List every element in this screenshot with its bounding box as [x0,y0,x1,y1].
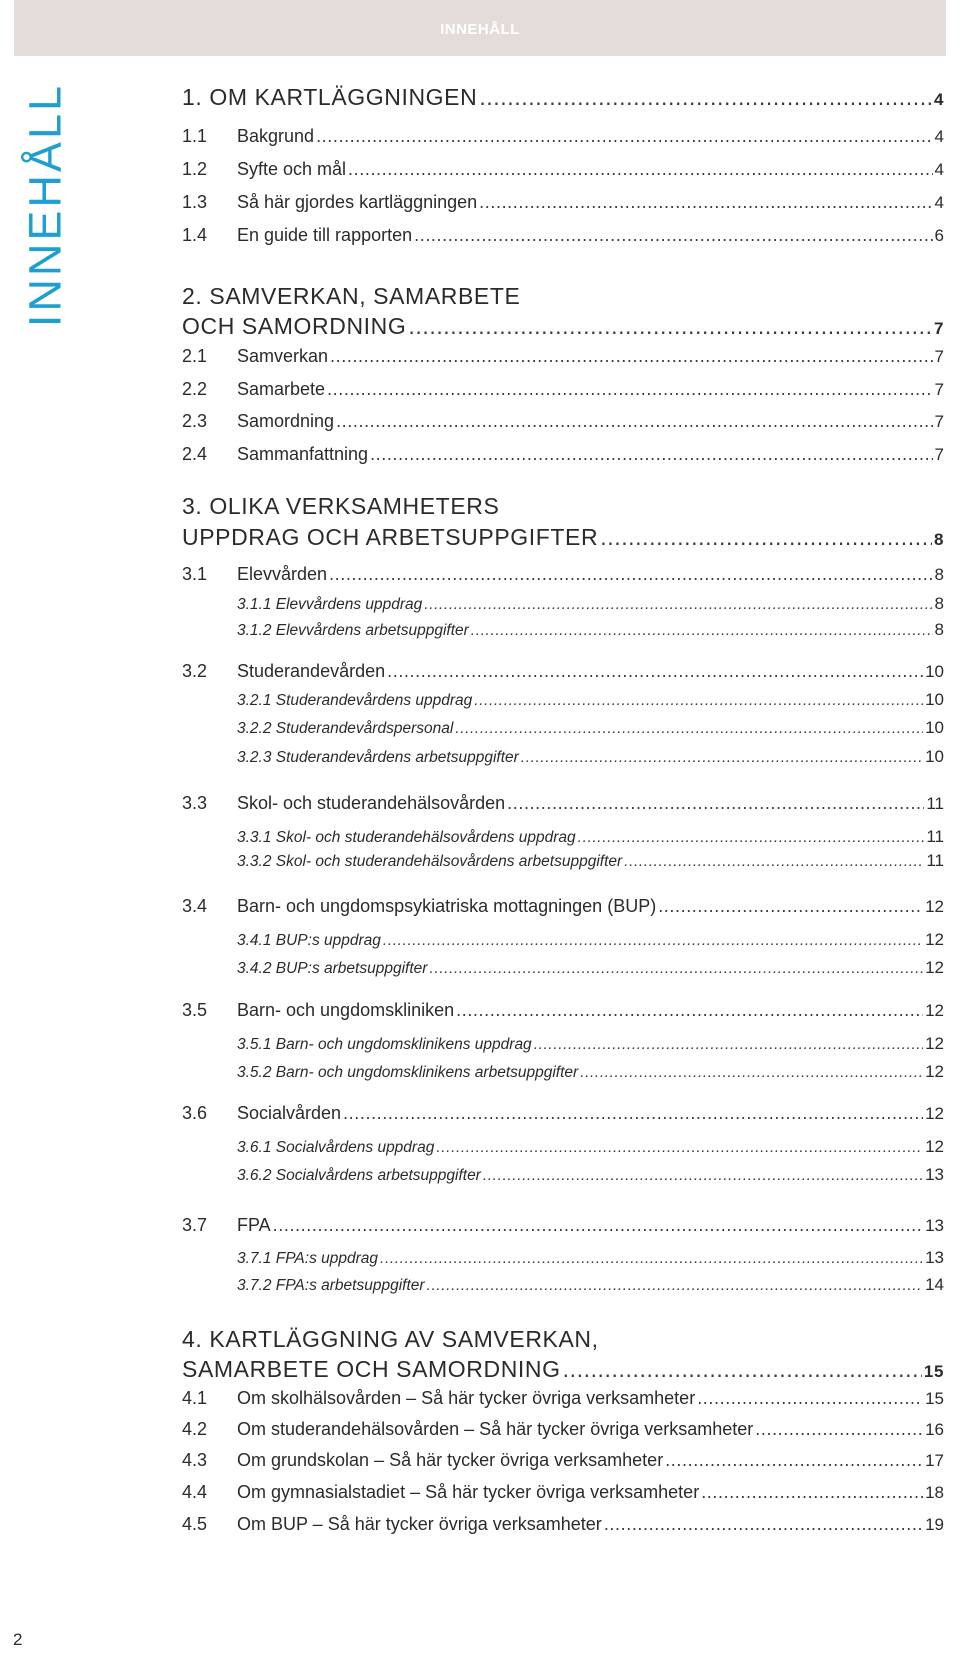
section-label: Barn- och ungdomspsykiatriska mottagningen (BUP) [237,896,657,916]
subsection-label: 3.4.2 BUP:s arbetsuppgifter [237,960,428,977]
page-ref: 11 [926,827,944,846]
section-number: 1.1 [182,126,208,146]
page-ref: 15 [925,1389,944,1408]
section-number: 3.1 [182,564,208,584]
leader-dots [383,932,923,950]
page-ref: 7 [934,347,944,366]
page-ref: 19 [925,1515,944,1534]
section-label: Socialvården [237,1103,342,1123]
section-number: 3.7 [182,1215,208,1235]
section-label: Om studerandehälsovården – Så här tycker övriga verksamheter [237,1419,754,1439]
section-number: 1.2 [182,159,208,179]
toc-section-1-2[interactable] [182,159,944,180]
toc-section-3-3[interactable] [182,793,944,814]
header-title: INNEHÅLL [440,20,520,38]
section-number: 2.3 [182,411,208,431]
section-label: Sammanfattning [237,444,369,464]
section-label: Skol- och studerandehälsovården [237,793,506,813]
page-ref: 4 [934,193,944,212]
toc-section-3-2[interactable] [182,661,944,682]
page-ref: 15 [923,1362,944,1381]
section-number: 2.2 [182,379,208,399]
toc-subsection-3-6-2[interactable] [237,1165,944,1185]
section-number: 3.6 [182,1103,208,1123]
section-number: 1.3 [182,192,208,212]
page-ref: 12 [925,897,944,916]
leader-dots [471,622,933,640]
toc-section-2-2[interactable] [182,379,944,400]
leader-dots [273,1215,923,1236]
page-ref: 11 [926,851,944,870]
chapter-title: UPPDRAG OCH ARBETSUPPGIFTER [182,524,599,550]
toc-subsection-3-1-1[interactable] [237,594,944,614]
section-label: En guide till rapporten [237,225,413,245]
page-ref: 12 [925,958,944,977]
toc-subsection-3-2-3[interactable] [237,747,944,767]
section-number: 4.5 [182,1514,208,1534]
toc-section-2-3[interactable] [182,411,944,432]
leader-dots [429,960,923,978]
page-ref: 12 [925,1001,944,1020]
page-ref: 10 [925,662,944,681]
section-label: Barn- och ungdomskliniken [237,1000,455,1020]
section-label: Samarbete [237,379,326,399]
toc-subsection-3-7-2[interactable] [237,1275,944,1295]
page-ref: 12 [925,1137,944,1156]
toc-subsection-3-1-2[interactable] [237,620,944,640]
subsection-label: 3.2.3 Studerandevårdens arbetsuppgifter [237,749,519,766]
page-ref: 10 [925,747,944,766]
page-ref: 6 [934,226,944,245]
toc-chapter-2[interactable] [182,313,944,340]
leader-dots [479,192,932,213]
section-number: 4.2 [182,1419,208,1439]
table-of-contents [182,0,944,1661]
toc-section-3-4[interactable] [182,896,944,917]
subsection-label: 3.7.2 FPA:s arbetsuppgifter [237,1277,425,1294]
page-ref: 7 [934,412,944,431]
page-ref: 4 [933,90,944,109]
leader-dots [600,524,932,551]
leader-dots [427,1277,924,1295]
page-ref: 13 [925,1216,944,1235]
page-ref: 13 [925,1165,944,1184]
leader-dots [697,1388,923,1409]
leader-dots [329,564,932,585]
page-ref: 10 [925,718,944,737]
leader-dots [755,1419,923,1440]
toc-section-3-7[interactable] [182,1215,944,1236]
section-label: Syfte och mål [237,159,347,179]
toc-subsection-3-7-1[interactable] [237,1248,944,1268]
page-ref: 12 [925,930,944,949]
section-number: 3.5 [182,1000,208,1020]
toc-section-4-5[interactable] [182,1514,944,1535]
leader-dots [316,126,932,147]
leader-dots [578,829,925,847]
page-ref: 12 [925,1104,944,1123]
page-ref: 7 [934,445,944,464]
subsection-label: 3.6.2 Socialvårdens arbetsuppgifter [237,1167,481,1184]
toc-subsection-3-3-2[interactable] [237,851,944,871]
leader-dots [521,749,923,767]
toc-section-1-3[interactable] [182,192,944,213]
subsection-label: 3.3.1 Skol- och studerandehälsovårdens uppdrag [237,829,576,846]
subsection-label: 3.5.1 Barn- och ungdomsklinikens uppdrag [237,1036,532,1053]
toc-section-3-1[interactable] [182,564,944,585]
section-number: 3.3 [182,793,208,813]
section-number: 4.1 [182,1388,208,1408]
section-label: Om gymnasialstadiet – Så här tycker övriga verksamheter [237,1482,700,1502]
toc-section-4-2[interactable] [182,1419,944,1440]
leader-dots [327,379,932,400]
toc-section-4-3[interactable] [182,1450,944,1471]
page-ref: 13 [925,1248,944,1267]
toc-subsection-3-6-1[interactable] [237,1137,944,1157]
page-ref: 8 [933,530,944,549]
page-ref: 17 [925,1451,944,1470]
leader-dots [658,896,923,917]
toc-section-3-6[interactable] [182,1103,944,1124]
leader-dots [455,720,923,738]
page-ref: 7 [933,319,944,338]
page-ref: 14 [925,1275,944,1294]
page-ref: 18 [925,1483,944,1502]
leader-dots [474,692,923,710]
page-ref: 11 [926,794,944,813]
toc-section-4-1[interactable] [182,1388,944,1409]
toc-subsection-3-3-1[interactable] [237,827,944,847]
leader-dots [424,596,932,614]
leader-dots [479,84,932,111]
page-ref: 10 [925,690,944,709]
page-ref: 4 [934,160,944,179]
leader-dots [348,159,932,180]
leader-dots [370,444,932,465]
subsection-label: 3.5.2 Barn- och ungdomsklinikens arbetsuppgifter [237,1064,579,1081]
toc-section-2-4[interactable] [182,444,944,465]
toc-subsection-3-4-1[interactable] [237,930,944,950]
toc-section-1-4[interactable] [182,225,944,246]
subsection-label: 3.1.2 Elevvårdens arbetsuppgifter [237,622,469,639]
section-label: Bakgrund [237,126,315,146]
leader-dots [701,1482,923,1503]
toc-section-3-5[interactable] [182,1000,944,1021]
leader-dots [665,1450,923,1471]
leader-dots [387,661,923,682]
toc-chapter-4[interactable] [182,1356,944,1383]
leader-dots [563,1356,922,1383]
toc-subsection-3-5-1[interactable] [237,1034,944,1054]
toc-chapter-1[interactable] [182,84,944,111]
page-ref: 12 [925,1034,944,1053]
toc-section-2-1[interactable] [182,346,944,367]
leader-dots [408,313,932,340]
toc-chapter-3[interactable] [182,524,944,551]
subsection-label: 3.1.1 Elevvårdens uppdrag [237,596,423,613]
toc-subsection-3-2-1[interactable] [237,690,944,710]
leader-dots [414,225,932,246]
page-ref: 8 [934,620,944,639]
leader-dots [436,1139,923,1157]
section-number: 2.4 [182,444,208,464]
section-label: Om BUP – Så här tycker övriga verksamheter [237,1514,602,1534]
chapter-3-title-line1: 3. OLIKA VERKSAMHETERS [182,493,500,519]
page-ref: 7 [934,380,944,399]
section-number: 4.4 [182,1482,208,1502]
leader-dots [330,346,932,367]
toc-subsection-3-2-2[interactable] [237,718,944,738]
leader-dots [336,411,932,432]
section-label: Samverkan [237,346,329,366]
section-number: 3.2 [182,661,208,681]
section-number: 3.4 [182,896,208,916]
subsection-label: 3.7.1 FPA:s uppdrag [237,1250,379,1267]
leader-dots [343,1103,923,1124]
section-label: Elevvården [237,564,328,584]
side-title: INNEHÅLL [19,83,71,328]
leader-dots [534,1036,923,1054]
page-ref: 8 [934,594,944,613]
subsection-label: 3.6.1 Socialvårdens uppdrag [237,1139,435,1156]
chapter-title: OCH SAMORDNING [182,313,407,339]
leader-dots [580,1064,923,1082]
page-ref: 12 [925,1062,944,1081]
leader-dots [380,1250,923,1268]
section-label: Om grundskolan – Så här tycker övriga verksamheter [237,1450,664,1470]
section-number: 2.1 [182,346,208,366]
subsection-label: 3.4.1 BUP:s uppdrag [237,932,381,949]
subsection-label: 3.3.2 Skol- och studerandehälsovårdens arbetsuppgifter [237,853,623,870]
section-label: Samordning [237,411,335,431]
subsection-label: 3.2.2 Studerandevårdspersonal [237,720,454,737]
section-number: 1.4 [182,225,208,245]
toc-section-1-1[interactable] [182,126,944,147]
chapter-title: SAMARBETE OCH SAMORDNING [182,1356,561,1382]
leader-dots [483,1167,923,1185]
toc-subsection-3-5-2[interactable] [237,1062,944,1082]
leader-dots [604,1514,923,1535]
leader-dots [456,1000,923,1021]
chapter-4-title-line1: 4. KARTLÄGGNING AV SAMVERKAN, [182,1326,599,1352]
section-label: FPA [237,1215,271,1235]
section-number: 4.3 [182,1450,208,1470]
chapter-2-title-line1: 2. SAMVERKAN, SAMARBETE [182,283,521,309]
subsection-label: 3.2.1 Studerandevårdens uppdrag [237,692,473,709]
chapter-title: 1. OM KARTLÄGGNINGEN [182,84,478,110]
page-ref: 4 [934,127,944,146]
section-label: Studerandevården [237,661,386,681]
page-ref: 8 [934,565,944,584]
toc-subsection-3-4-2[interactable] [237,958,944,978]
toc-section-4-4[interactable] [182,1482,944,1503]
leader-dots [507,793,924,814]
leader-dots [624,853,924,871]
page-number: 2 [13,1630,23,1649]
section-label: Så här gjordes kartläggningen [237,192,478,212]
page-ref: 16 [925,1420,944,1439]
section-label: Om skolhälsovården – Så här tycker övriga verksamheter [237,1388,696,1408]
